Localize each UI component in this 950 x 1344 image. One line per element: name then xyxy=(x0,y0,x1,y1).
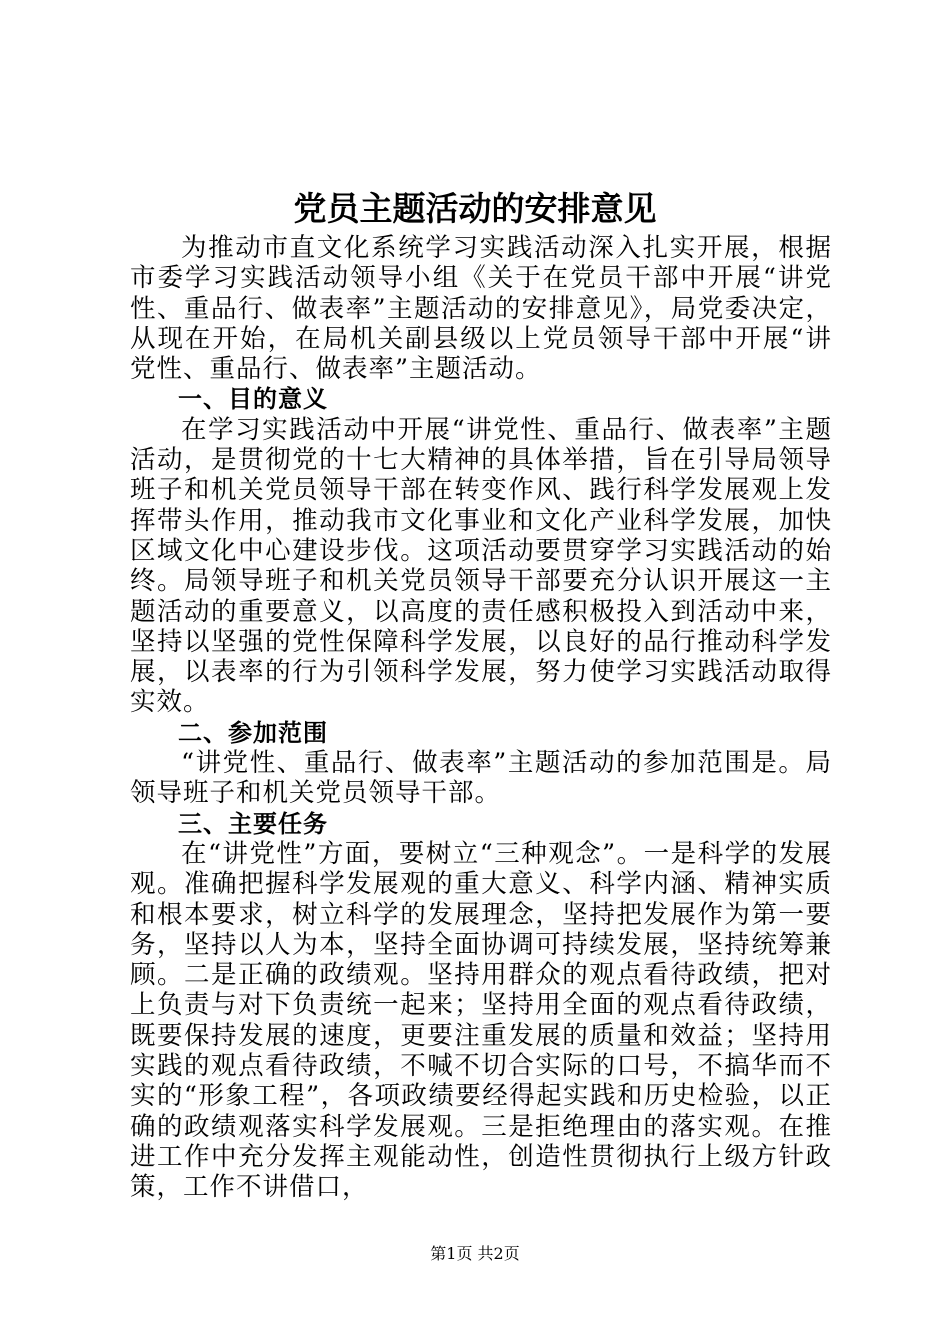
page-number-footer: 第1页 共2页 xyxy=(430,1244,520,1263)
section-heading-tasks: 三、主要任务 xyxy=(178,809,328,838)
document-body xyxy=(130,233,832,1203)
section-paragraph-tasks: 在“讲党性”方面，要树立“三种观念”。一是科学的发展观。准确把握科学发展观的重大意义、科学内涵、精神实质和根本要求，树立科学的发展理念，坚持把发展作为第一要务，坚持以人为本，坚持全面协调可持续发展，坚持统筹兼顾。二是正确的政绩观。坚持用群众的观点看待政绩，把对上负责与对下负责统一起来；坚持用全面的观点看待政绩，既要保持发展的速度，更要注重发展的质量和效益；坚持用实践的观点看待政绩，不喊不切合实际的口号，不搞华而不实的“形象工程”，各项政绩要经得起实践和历史检验，以正确的政绩观落实科学发展观。三是拒绝理由的落实观。在推进工作中充分发挥主观能动性，创造性贯彻执行上级方针政策，工作不讲借口， xyxy=(130,838,832,1203)
document-title: 党员主题活动的安排意见 xyxy=(293,189,657,228)
section-paragraph-purpose: 在学习实践活动中开展“讲党性、重品行、做表率”主题活动，是贯彻党的十七大精神的具体举措，旨在引导局领导班子和机关党员领导干部在转变作风、践行科学发展观上发挥带头作用，推动我市文化事业和文化产业科学发展，加快区域文化中心建设步伐。这项活动要贯穿学习实践活动的始终。局领导班子和机关党员领导干部要充分认识开展这一主题活动的重要意义，以高度的责任感积极投入到活动中来，坚持以坚强的党性保障科学发展，以良好的品行推动科学发展，以表率的行为引领科学发展，努力使学习实践活动取得实效。 xyxy=(130,414,832,718)
intro-paragraph: 为推动市直文化系统学习实践活动深入扎实开展，根据市委学习实践活动领导小组《关于在党员干部中开展“讲党性、重品行、做表率”主题活动的安排意见》，局党委决定，从现在开始，在局机关副县级以上党员领导干部中开展“讲党性、重品行、做表率”主题活动。 xyxy=(130,233,832,385)
section-heading-scope: 二、参加范围 xyxy=(178,718,328,747)
section-heading-purpose: 一、目的意义 xyxy=(178,385,328,414)
section-paragraph-scope: “讲党性、重品行、做表率”主题活动的参加范围是。局领导班子和机关党员领导干部。 xyxy=(130,748,832,809)
